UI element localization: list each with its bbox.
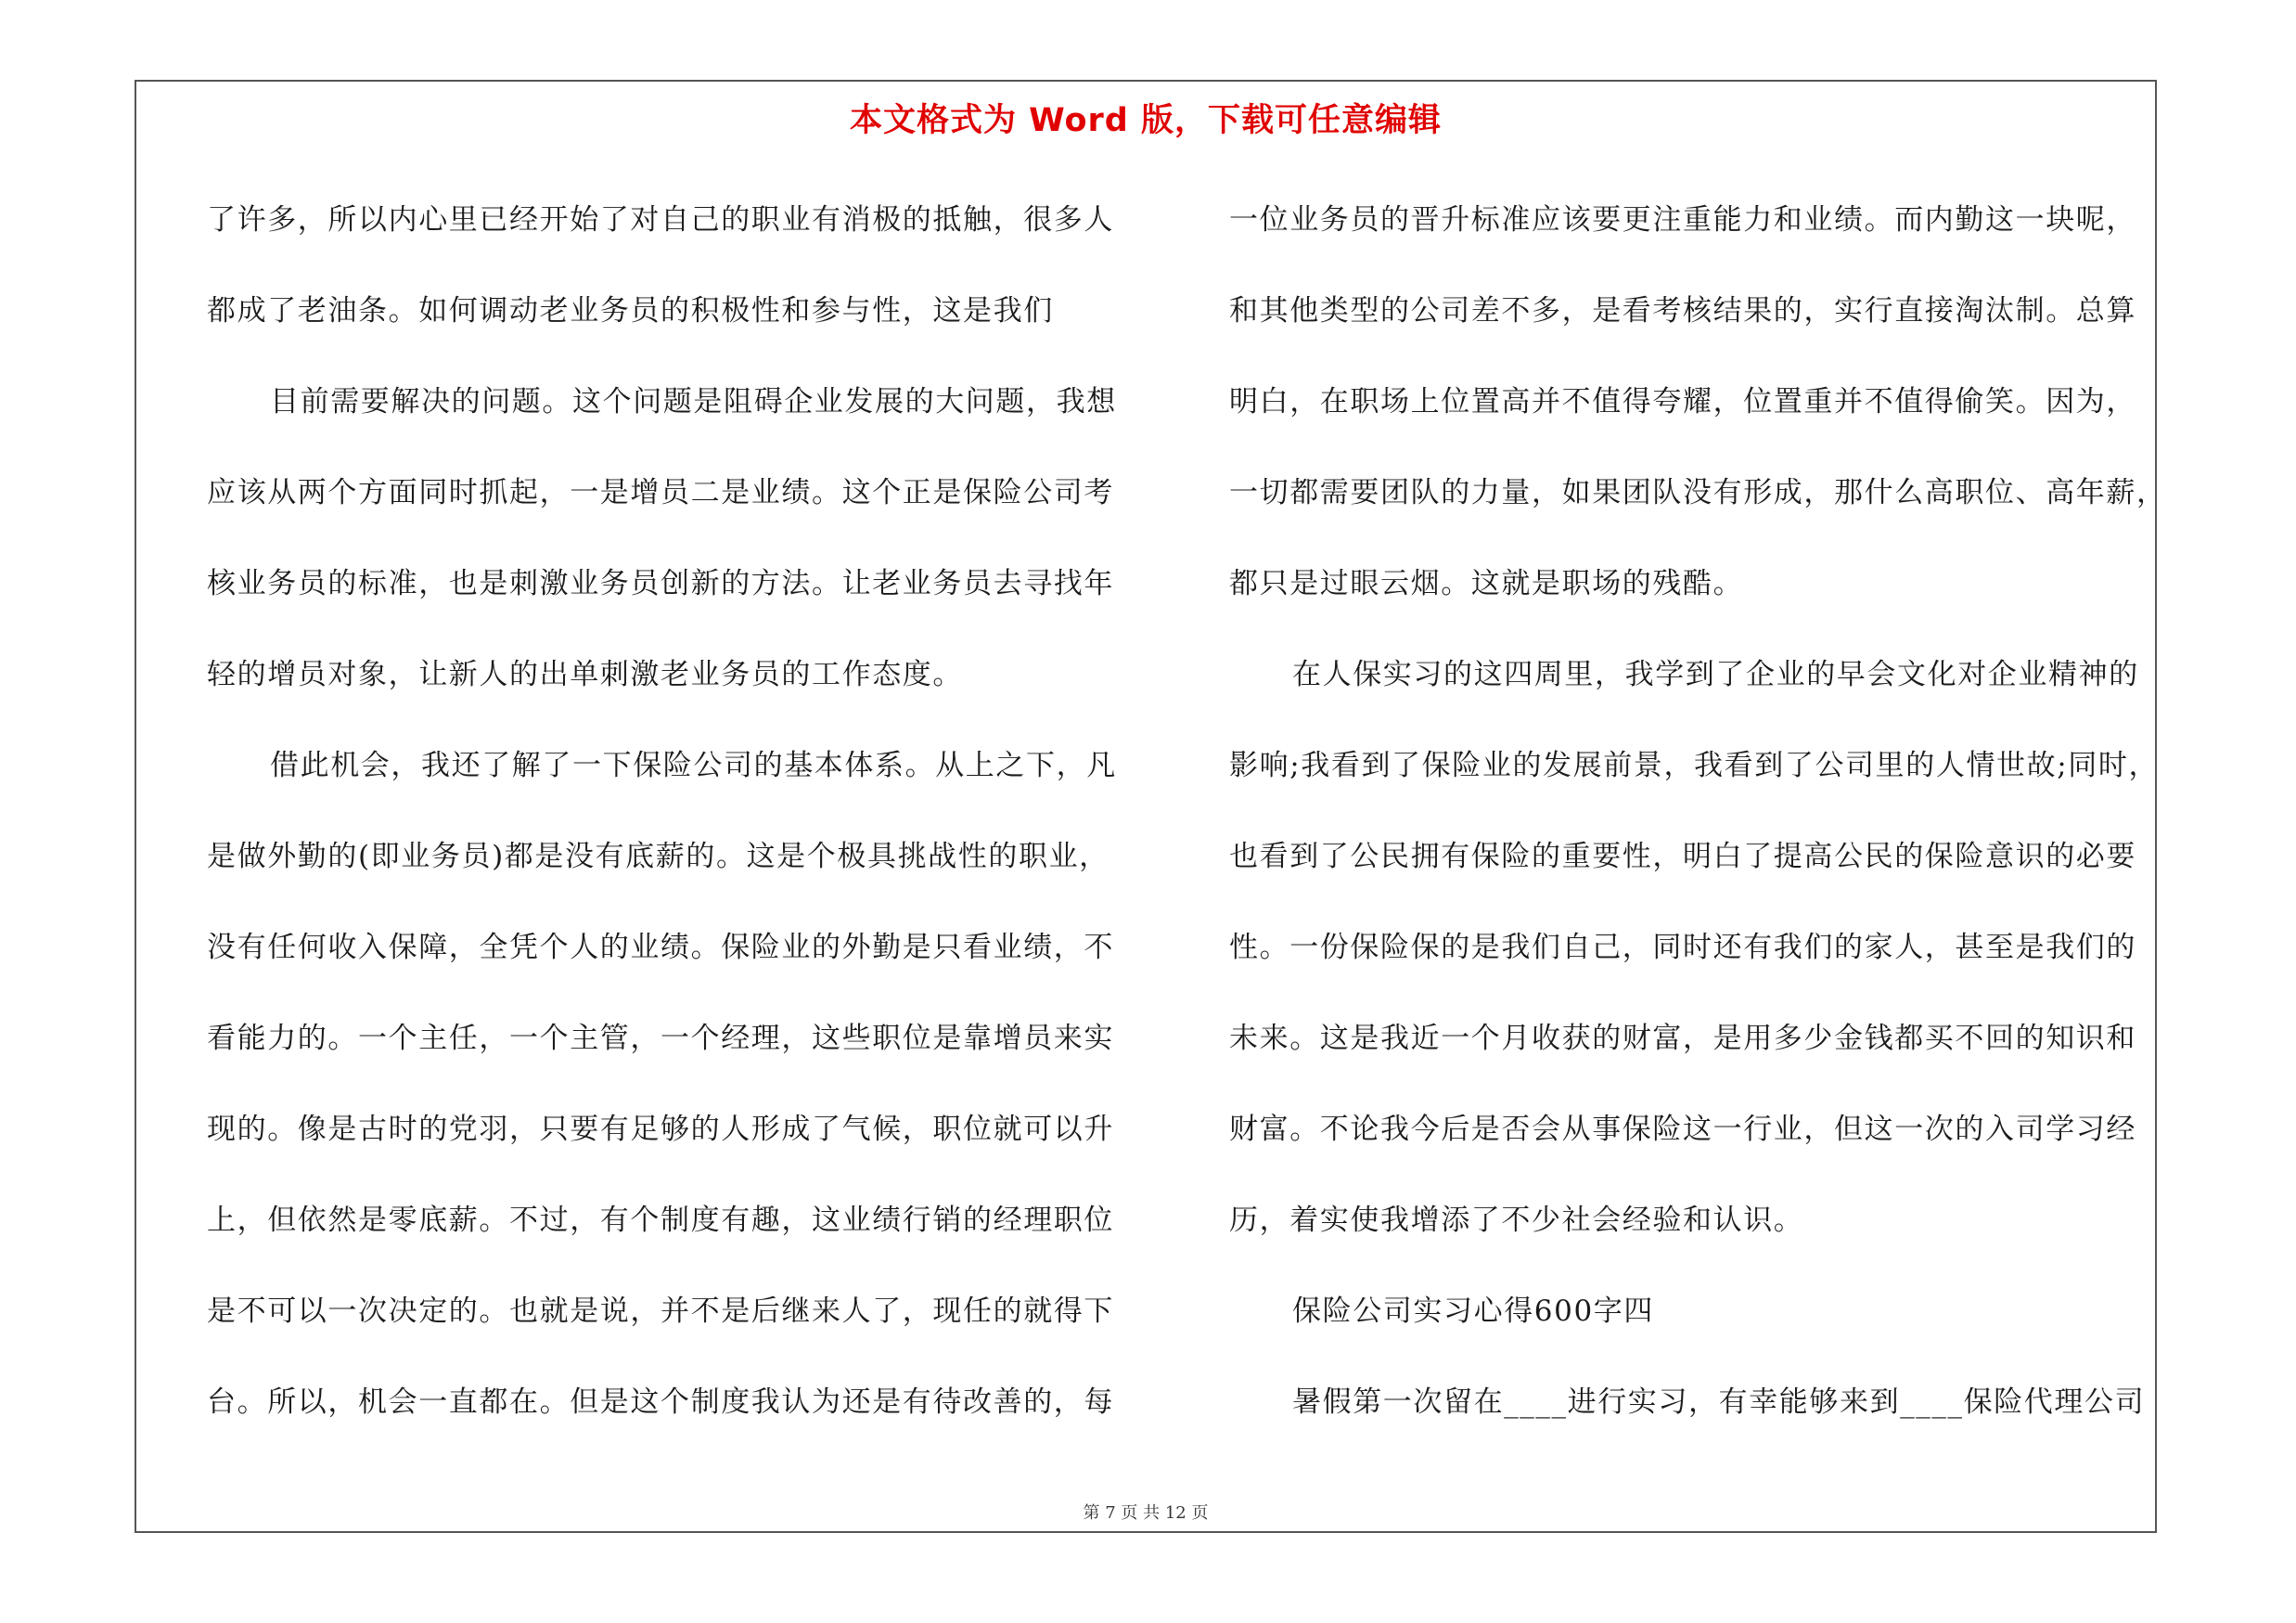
text-line: 是不可以一次决定的。也就是说，并不是后继来人了，现任的就得下 (207, 1295, 1114, 1328)
text-line: 暑假第一次留在____进行实习，有幸能够来到____保险代理公司 (1292, 1385, 2146, 1419)
text-line: 轻的增员对象，让新人的出单刺激老业务员的工作态度。 (207, 658, 963, 691)
text-line: 目前需要解决的问题。这个问题是阻碍企业发展的大问题，我想 (270, 385, 1117, 419)
page-frame (135, 80, 2167, 1533)
right-column (1229, 174, 2167, 1448)
text-line: 都成了老油条。如何调动老业务员的积极性和参与性，这是我们 (207, 294, 1054, 328)
text-line: 一位业务员的晋升标准应该要更注重能力和业绩。而内勤这一块呢， (1229, 203, 2136, 237)
text-line: 财富。不论我今后是否会从事保险这一行业，但这一次的入司学习经 (1229, 1113, 2136, 1146)
left-column (207, 174, 1125, 1448)
page-footer: 第 7 页 共 12 页 (1083, 1503, 1209, 1523)
section-heading: 保险公司实习心得600字四 (1292, 1295, 1654, 1328)
header-banner: 本文格式为 Word 版，下载可任意编辑 (849, 102, 1443, 139)
text-line: 应该从两个方面同时抓起，一是增员二是业绩。这个正是保险公司考 (207, 476, 1114, 509)
text-line: 没有任何收入保障，全凭个人的业绩。保险业的外勤是只看业绩，不 (207, 931, 1114, 964)
text-line: 都只是过眼云烟。这就是职场的残酷。 (1229, 567, 1744, 600)
text-line: 了许多，所以内心里已经开始了对自己的职业有消极的抵触，很多人 (207, 203, 1114, 237)
text-line: 未来。这是我近一个月收获的财富，是用多少金钱都买不回的知识和 (1229, 1022, 2136, 1055)
text-line: 和其他类型的公司差不多，是看考核结果的，实行直接淘汰制。总算 (1229, 294, 2136, 328)
text-line: 借此机会，我还了解了一下保险公司的基本体系。从上之下，凡 (270, 749, 1117, 782)
text-line: 性。一份保险保的是我们自己，同时还有我们的家人，甚至是我们的 (1229, 931, 2136, 964)
text-line: 在人保实习的这四周里，我学到了企业的早会文化对企业精神的 (1292, 658, 2139, 691)
text-line: 现的。像是古时的党羽，只要有足够的人形成了气候，职位就可以升 (207, 1113, 1114, 1146)
text-line: 看能力的。一个主任，一个主管，一个经理，这些职位是靠增员来实 (207, 1022, 1114, 1055)
text-line: 一切都需要团队的力量，如果团队没有形成，那什么高职位、高年薪， (1229, 476, 2167, 509)
text-line: 核业务员的标准，也是刺激业务员创新的方法。让老业务员去寻找年 (207, 567, 1114, 600)
text-line: 上，但依然是零底薪。不过，有个制度有趣，这业绩行销的经理职位 (207, 1204, 1114, 1237)
text-line: 历，着实使我增添了不少社会经验和认识。 (1229, 1204, 1804, 1237)
text-line: 台。所以，机会一直都在。但是这个制度我认为还是有待改善的，每 (207, 1385, 1114, 1419)
text-line: 是做外勤的(即业务员)都是没有底薪的。这是个极具挑战性的职业， (207, 840, 1110, 873)
text-line: 明白，在职场上位置高并不值得夸耀，位置重并不值得偷笑。因为， (1229, 385, 2136, 419)
text-line: 也看到了公民拥有保险的重要性，明白了提高公民的保险意识的必要 (1229, 840, 2136, 873)
text-line: 影响;我看到了保险业的发展前景，我看到了公司里的人情世故;同时， (1229, 749, 2160, 782)
